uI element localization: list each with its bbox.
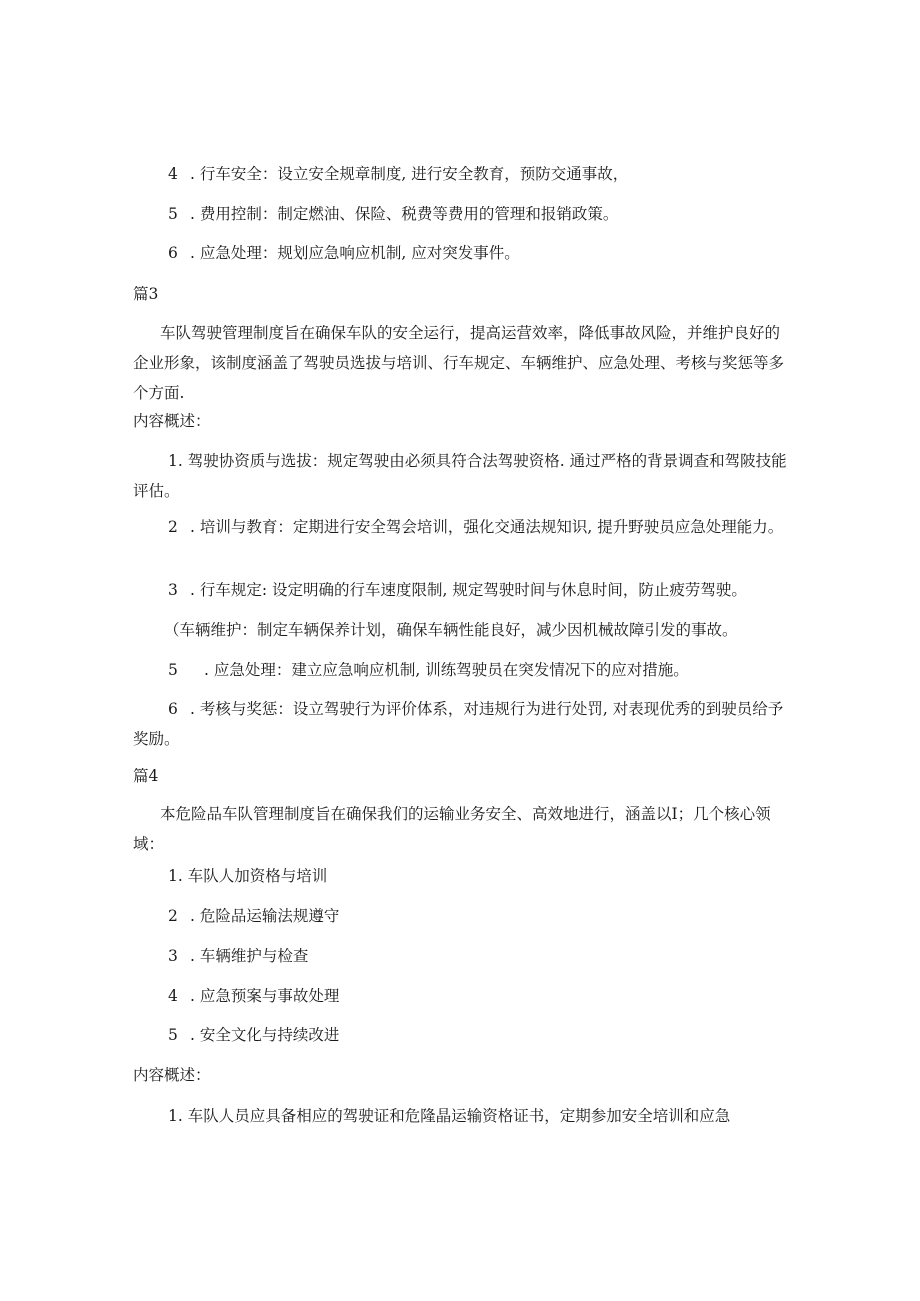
- list-item: [168, 164, 628, 184]
- list-item: [168, 986, 339, 1006]
- list-item-number: 5: [168, 1026, 178, 1044]
- overview-label: 内容概述：: [133, 412, 211, 430]
- list-item-number: 1: [168, 452, 178, 470]
- list-item: [168, 580, 747, 600]
- list-item-number: 2: [168, 907, 178, 925]
- list-item-text: . 驾驶协资质与选拔：规定驾驶由必须具符合法驾驶资格. 通过严格的背景调查和驾陂技能评估。: [133, 452, 787, 500]
- list-item-number: 3: [168, 581, 178, 599]
- list-item-text: . 培训与教育：定期进行安全驾会培训，强化交通法规知识, 提升野驶员应急处理能力。: [190, 518, 784, 536]
- list-item-number: 1: [168, 867, 178, 885]
- list-item: [168, 1025, 339, 1045]
- list-item-text: . 应急处理：建立应急响应机制, 训练驾驶员在突发情况下的应对措施。: [204, 661, 689, 679]
- list-item-number: 5: [168, 205, 178, 223]
- overview-label: 内容概述：: [133, 1066, 211, 1084]
- list-item: [133, 512, 788, 542]
- list-item-text: . 考核与奖惩：设立驾驶行为评价体系，对违规行为进行处罚, 对表现优秀的到驶员给予奖励。: [133, 700, 784, 748]
- list-item-text: . 行车安全：设立安全规章制度, 进行安全教育，预防交通事故，: [190, 165, 629, 183]
- list-item-number: 4: [168, 165, 178, 183]
- list-item: [133, 446, 788, 506]
- list-item: [168, 660, 689, 680]
- list-item: [168, 1106, 730, 1126]
- list-item: [168, 906, 339, 926]
- list-item-number: 6: [168, 700, 178, 718]
- list-item-text: . 车辆维护与检查: [190, 947, 309, 965]
- list-item: [168, 946, 308, 966]
- list-item-number: 5: [168, 661, 178, 679]
- section-heading: 篇3: [133, 285, 159, 303]
- section-heading: 篇4: [133, 767, 159, 785]
- list-item-text: . 安全文化与持续改进: [190, 1026, 340, 1044]
- list-item: [168, 243, 520, 263]
- section-intro: 本危险品车队管理制度旨在确保我们的运输业务安全、高效地进行，涵盖以I；几个核心领域：: [133, 805, 771, 853]
- list-item-text: . 危险品运输法规遵守: [190, 907, 340, 925]
- list-item-text: . 应急预案与事故处理: [190, 987, 340, 1005]
- list-item: [168, 866, 327, 886]
- list-item-number: 4: [168, 987, 178, 1005]
- list-item-number: 6: [168, 244, 178, 262]
- list-item-text: . 车队人加资格与培训: [177, 867, 328, 885]
- list-item: [133, 694, 788, 754]
- section-intro: 车队驾驶管理制度旨在确保车队的安全运行，提高运营效率，降低事故风险，并维护良好的企业形象，该制度涵盖了驾驶员选拔与培训、行车规定、车辆维护、应急处理、考核与奖惩等多个方面.: [133, 324, 785, 402]
- list-item-text: . 车队人员应具备相应的驾驶证和危隆晶运输资格证书，定期参加安全培训和应急: [177, 1107, 731, 1125]
- list-item: [168, 204, 618, 224]
- list-item-number: 1: [168, 1107, 178, 1125]
- list-item-number: 3: [168, 947, 178, 965]
- list-item-number: 2: [168, 518, 178, 536]
- list-item-text: . 应急处理：规划应急响应机制, 应对突发事件。: [190, 244, 520, 262]
- list-item-text: . 费用控制：制定燃油、保险、税费等费用的管理和报销政策。: [190, 205, 619, 223]
- list-item-text: . 行车规定: 设定明确的行车速度限制, 规定驾驶时间与休息时间，防止疲劳驾驶。: [190, 581, 747, 599]
- list-item: [164, 620, 738, 640]
- list-item-text: （车辆维护：制定车辆保养计划，确保车辆性能良好，减少因机械故障引发的事故。: [164, 621, 738, 639]
